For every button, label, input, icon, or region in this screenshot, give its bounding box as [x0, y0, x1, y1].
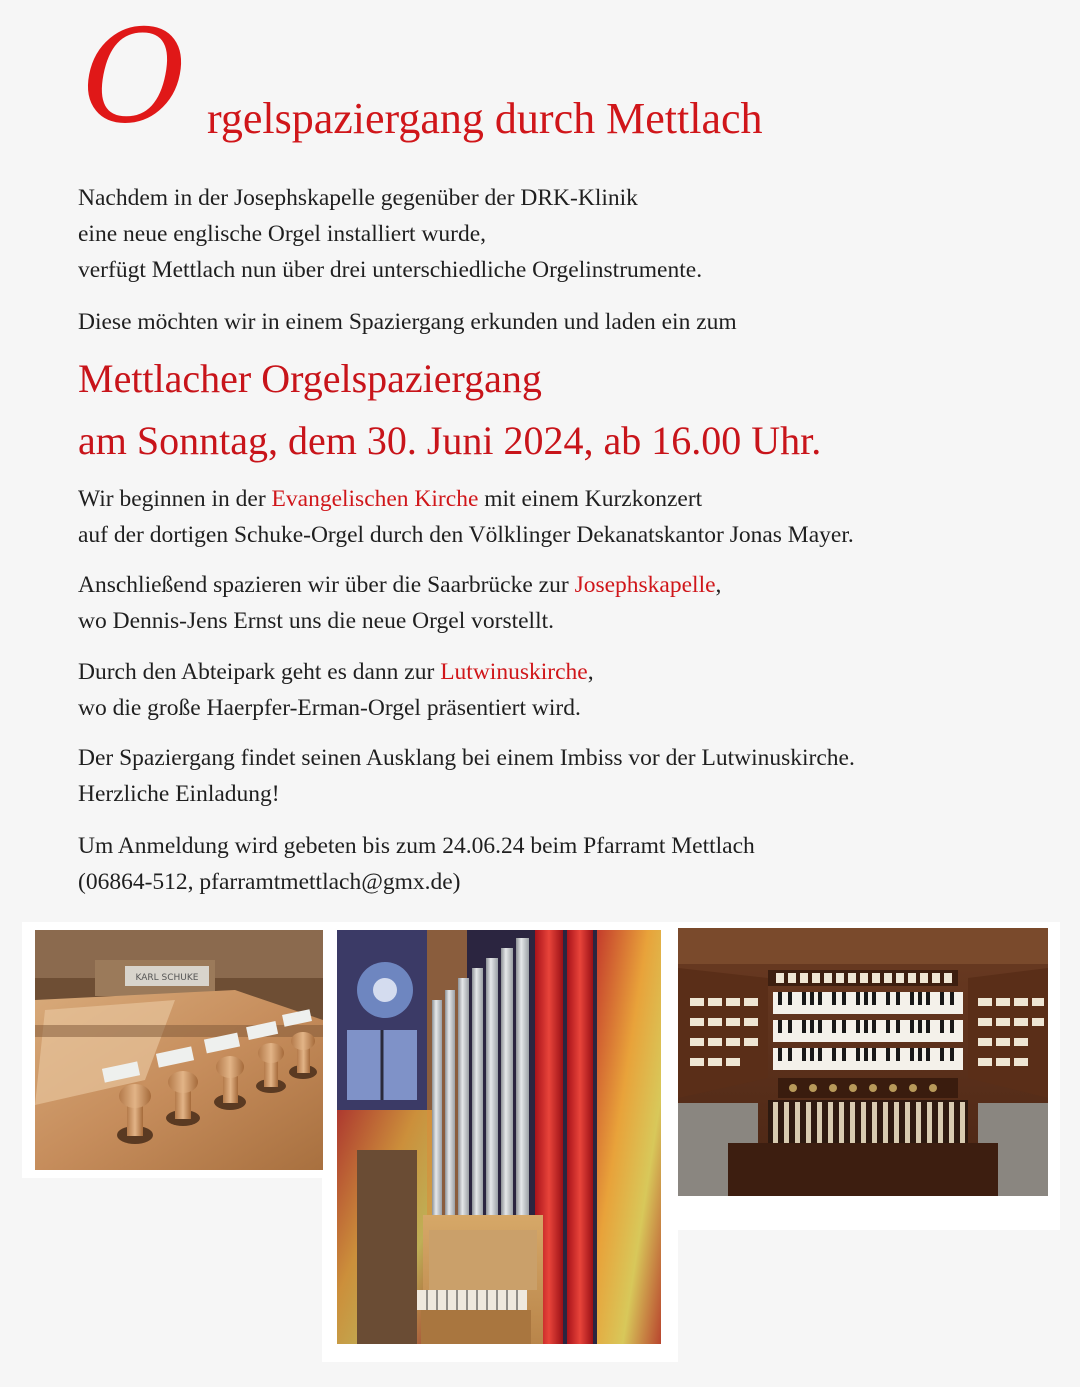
paragraph-line — [78, 481, 1038, 517]
paragraph-line: Um Anmeldung wird gebeten bis zum 24.06.24 beim Pfarramt Mettlach — [78, 833, 755, 859]
event-date: am Sonntag, dem 30. Juni 2024, ab 16.00 Uhr. — [78, 418, 822, 463]
highlight-evangelische-kirche: Evangelischen Kirche — [271, 486, 479, 512]
photo-lutwinuskirche-console — [678, 928, 1048, 1196]
title-text: rgelspaziergang durch Mettlach — [207, 94, 763, 143]
intro-line: eine neue englische Orgel installiert wurde, — [78, 221, 487, 247]
highlight-josephskapelle: Josephskapelle — [574, 572, 716, 598]
text-span: mit einem Kurzkonzert — [478, 486, 703, 512]
contact-line: (06864-512, pfarramtmettlach@gmx.de) — [78, 869, 461, 895]
paragraph-lutwinuskirche — [78, 654, 1038, 726]
event-name: Mettlacher Orgelspaziergang — [78, 356, 542, 401]
text-span: Durch den Abteipark geht es dann zur — [78, 659, 441, 685]
photo-schuke-stops — [35, 930, 323, 1170]
schuke-plate: KARL SCHUKE — [135, 973, 199, 983]
paragraph-anmeldung — [78, 828, 1038, 900]
paragraph-line: Der Spaziergang findet seinen Ausklang bei einem Imbiss vor der Lutwinuskirche. — [78, 745, 855, 771]
text-span: Wir beginnen in der — [78, 486, 272, 512]
paragraph-line: auf der dortigen Schuke-Orgel durch den Völklinger Dekanatskantor Jonas Mayer. — [78, 522, 854, 548]
paragraph-evangelische-kirche — [78, 481, 1038, 553]
text-span: , — [587, 659, 594, 685]
highlight-lutwinuskirche: Lutwinuskirche — [440, 659, 588, 685]
intro-line: verfügt Mettlach nun über drei unterschiedliche Orgelinstrumente. — [78, 257, 703, 283]
page-title — [82, 3, 1042, 154]
title-initial: O — [82, 3, 187, 152]
photo-josephskapelle-organ — [337, 930, 661, 1344]
paragraph-ausklang — [78, 740, 1038, 812]
paragraph-line: wo Dennis-Jens Ernst uns die neue Orgel vorstellt. — [78, 608, 555, 634]
intro-line: Nachdem in der Josephskapelle gegenüber der DRK-Klinik — [78, 185, 638, 211]
invitation-text: Diese möchten wir in einem Spaziergang erkunden und laden ein zum — [78, 309, 737, 335]
paragraph-line — [78, 567, 1038, 603]
paragraph-line — [78, 654, 1038, 690]
paragraph-line: wo die große Haerpfer-Erman-Orgel präsentiert wird. — [78, 695, 581, 721]
text-span: , — [715, 572, 722, 598]
paragraph-line: Herzliche Einladung! — [78, 781, 280, 807]
paragraph-josephskapelle — [78, 567, 1038, 639]
intro-paragraph — [78, 180, 1038, 288]
text-span: Anschließend spazieren wir über die Saarbrücke zur — [78, 572, 575, 598]
invitation-line — [78, 304, 1038, 340]
